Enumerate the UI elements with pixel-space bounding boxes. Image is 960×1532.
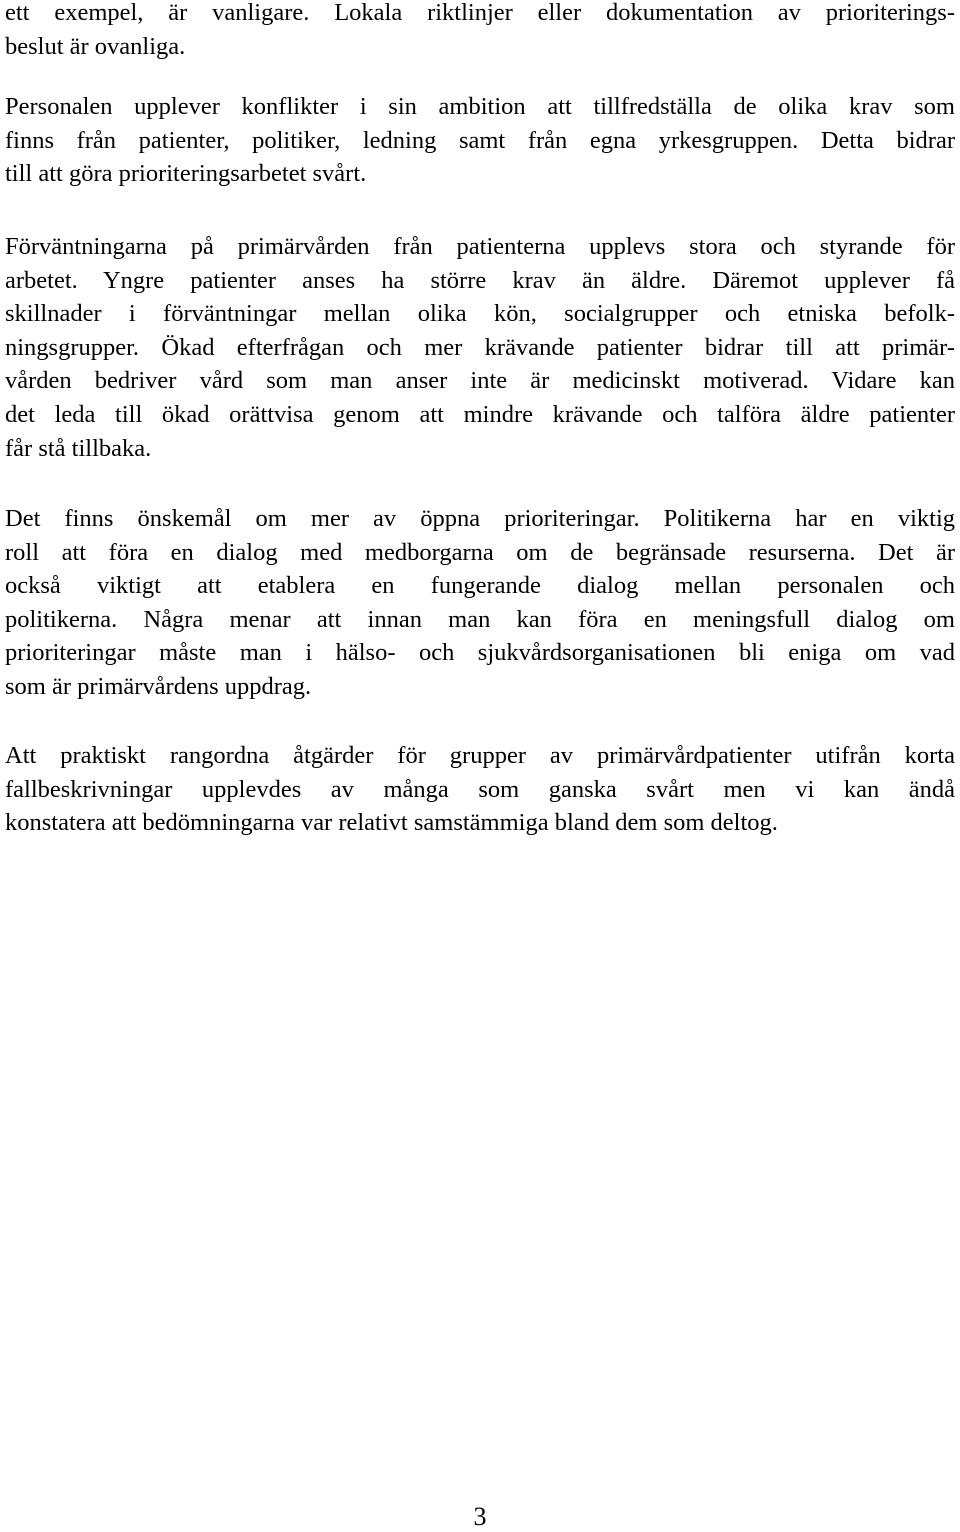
- text-line: finns från patienter, politiker, ledning samt från egna yrkesgruppen. Detta bidrar: [5, 126, 955, 154]
- text-line: fallbeskrivningar upplevdes av många som ganska svårt men vi kan ändå: [5, 775, 955, 803]
- text-line: får stå tillbaka.: [5, 434, 152, 462]
- text-line: till att göra prioriteringsarbetet svårt.: [5, 160, 367, 188]
- text-line: skillnader i förväntningar mellan olika kön, socialgrupper och etniska befolk-: [5, 300, 955, 328]
- text-line: Att praktiskt rangordna åtgärder för grupper av primärvårdpatienter utifrån korta: [5, 742, 955, 769]
- text-line: arbetet. Yngre patienter anses ha större krav än äldre. Däremot upplever få: [5, 266, 955, 294]
- paragraph-2: [5, 90, 955, 191]
- text-line: prioriteringar måste man i hälso- och sjukvårdsorganisationen bli eniga om vad: [5, 639, 955, 667]
- paragraph-5: [5, 739, 955, 840]
- text-line: beslut är ovanliga.: [5, 32, 186, 60]
- text-line: ningsgrupper. Ökad efterfrågan och mer krävande patienter bidrar till att primär-: [5, 333, 955, 361]
- text-line: det leda till ökad orättvisa genom att mindre krävande och talföra äldre patienter: [5, 400, 955, 428]
- text-line: konstatera att bedömningarna var relativt samstämmiga bland dem som deltog.: [5, 809, 778, 837]
- paragraph-1: [5, 0, 955, 63]
- text-line: också viktigt att etablera en fungerande dialog mellan personalen och: [5, 572, 955, 600]
- text-line: roll att föra en dialog med medborgarna om de begränsade resurserna. Det är: [5, 538, 955, 566]
- text-line: ett exempel, är vanligare. Lokala riktlinjer eller dokumentation av prioriterings-: [5, 0, 955, 26]
- text-line: politikerna. Några menar att innan man kan föra en meningsfull dialog om: [5, 605, 955, 633]
- page-number: 3: [473, 1502, 487, 1531]
- text-line: som är primärvårdens uppdrag.: [5, 672, 312, 700]
- text-line: Förväntningarna på primärvården från patienterna upplevs stora och styrande för: [5, 233, 955, 260]
- paragraph-4: [5, 502, 955, 704]
- text-line: vården bedriver vård som man anser inte är medicinskt motiverad. Vidare kan: [5, 367, 955, 395]
- text-line: Personalen upplever konflikter i sin ambition att tillfredställa de olika krav som: [5, 93, 955, 120]
- paragraph-3: [5, 230, 955, 465]
- text-line: Det finns önskemål om mer av öppna prioriteringar. Politikerna har en viktig: [5, 505, 955, 532]
